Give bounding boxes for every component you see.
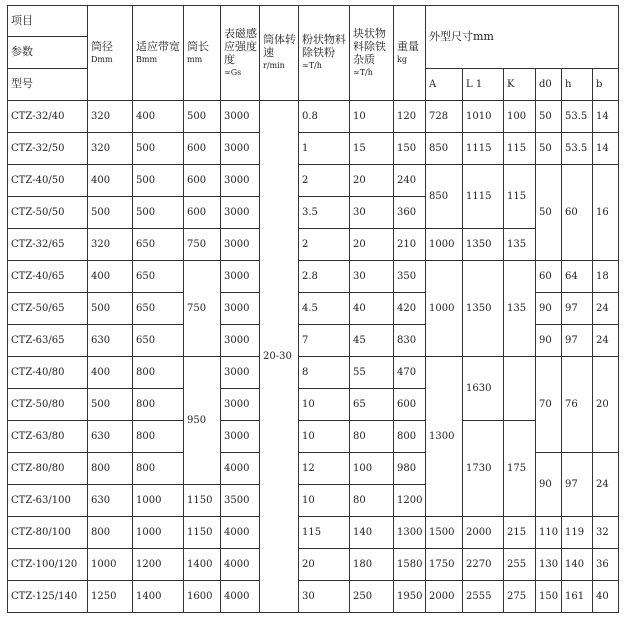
cell-h: 161 bbox=[562, 581, 593, 613]
cell-L1: 1010 bbox=[463, 101, 504, 133]
cell-K: 100 bbox=[504, 101, 536, 133]
cell-weight: 1300 bbox=[394, 517, 426, 549]
header-sub-L1: L 1 bbox=[463, 69, 504, 101]
cell-model: CTZ-100/120 bbox=[8, 549, 88, 581]
cell-b: 14 bbox=[593, 133, 619, 165]
cell-drum-dia: 1250 bbox=[88, 581, 133, 613]
cell-A: 2000 bbox=[426, 581, 463, 613]
spec-table bbox=[7, 5, 619, 613]
cell-A-merged: 1300 bbox=[426, 357, 463, 517]
cell-belt-width: 500 bbox=[133, 133, 184, 165]
cell-lump: 140 bbox=[350, 517, 394, 549]
cell-field: 3000 bbox=[221, 101, 260, 133]
cell-speed-merged: 20-30 bbox=[260, 101, 299, 613]
cell-drum-dia: 630 bbox=[88, 325, 133, 357]
cell-weight: 360 bbox=[394, 197, 426, 229]
cell-b: 24 bbox=[593, 293, 619, 325]
cell-d0-merged: 50 bbox=[536, 165, 562, 261]
cell-K-merged: 135 bbox=[504, 261, 536, 357]
cell-drum-len-merged: 750 bbox=[184, 261, 221, 357]
cell-field: 3500 bbox=[221, 485, 260, 517]
cell-belt-width: 1000 bbox=[133, 517, 184, 549]
cell-b: 36 bbox=[593, 549, 619, 581]
cell-field: 3000 bbox=[221, 133, 260, 165]
header-lump: 块状物料除铁杂质 ≈T/h bbox=[350, 6, 394, 101]
cell-powder: 3.5 bbox=[299, 197, 350, 229]
cell-A-merged: 1000 bbox=[426, 261, 463, 357]
cell-powder: 10 bbox=[299, 389, 350, 421]
header-sub-b: b bbox=[593, 69, 619, 101]
cell-d0: 90 bbox=[536, 325, 562, 357]
cell-d0: 50 bbox=[536, 101, 562, 133]
cell-h: 97 bbox=[562, 293, 593, 325]
cell-belt-width: 650 bbox=[133, 261, 184, 293]
cell-h: 53.5 bbox=[562, 133, 593, 165]
cell-field: 3000 bbox=[221, 293, 260, 325]
cell-lump: 100 bbox=[350, 453, 394, 485]
cell-belt-width: 800 bbox=[133, 453, 184, 485]
table-row bbox=[8, 261, 619, 293]
cell-lump: 40 bbox=[350, 293, 394, 325]
cell-drum-len: 1400 bbox=[184, 549, 221, 581]
cell-K-merged: 175 bbox=[504, 421, 536, 517]
cell-powder: 7 bbox=[299, 325, 350, 357]
cell-drum-dia: 500 bbox=[88, 389, 133, 421]
cell-b: 32 bbox=[593, 517, 619, 549]
cell-powder: 20 bbox=[299, 549, 350, 581]
cell-model: CTZ-63/100 bbox=[8, 485, 88, 517]
cell-belt-width: 650 bbox=[133, 229, 184, 261]
cell-belt-width: 650 bbox=[133, 293, 184, 325]
cell-model: CTZ-50/65 bbox=[8, 293, 88, 325]
table-row bbox=[8, 517, 619, 549]
cell-L1: 1350 bbox=[463, 229, 504, 261]
cell-weight: 420 bbox=[394, 293, 426, 325]
cell-belt-width: 650 bbox=[133, 325, 184, 357]
cell-K-merged: 115 bbox=[504, 165, 536, 229]
cell-model: CTZ-40/65 bbox=[8, 261, 88, 293]
cell-weight: 350 bbox=[394, 261, 426, 293]
cell-lump: 80 bbox=[350, 421, 394, 453]
cell-field: 4000 bbox=[221, 581, 260, 613]
cell-model: CTZ-40/80 bbox=[8, 357, 88, 389]
cell-field: 4000 bbox=[221, 549, 260, 581]
cell-weight: 470 bbox=[394, 357, 426, 389]
cell-belt-width: 1200 bbox=[133, 549, 184, 581]
cell-drum-dia: 320 bbox=[88, 101, 133, 133]
cell-lump: 10 bbox=[350, 101, 394, 133]
cell-drum-len: 600 bbox=[184, 133, 221, 165]
cell-A: 1500 bbox=[426, 517, 463, 549]
cell-drum-dia: 800 bbox=[88, 453, 133, 485]
cell-L1-merged: 1350 bbox=[463, 261, 504, 357]
cell-L1: 1115 bbox=[463, 133, 504, 165]
cell-drum-len: 600 bbox=[184, 197, 221, 229]
cell-lump: 80 bbox=[350, 485, 394, 517]
cell-weight: 1200 bbox=[394, 485, 426, 517]
cell-powder: 2.8 bbox=[299, 261, 350, 293]
cell-drum-dia: 400 bbox=[88, 165, 133, 197]
header-model: 型号 bbox=[8, 69, 88, 101]
cell-powder: 1 bbox=[299, 133, 350, 165]
cell-b: 14 bbox=[593, 101, 619, 133]
cell-L1: 2270 bbox=[463, 549, 504, 581]
cell-drum-len: 500 bbox=[184, 101, 221, 133]
cell-powder: 115 bbox=[299, 517, 350, 549]
cell-h: 64 bbox=[562, 261, 593, 293]
cell-L1-merged: 1730 bbox=[463, 421, 504, 517]
cell-L1-merged: 1630 bbox=[463, 357, 504, 421]
cell-b-merged: 24 bbox=[593, 453, 619, 517]
cell-A-merged: 850 bbox=[426, 165, 463, 229]
cell-model: CTZ-40/50 bbox=[8, 165, 88, 197]
cell-d0: 150 bbox=[536, 581, 562, 613]
header-speed: 筒体转速 r/min bbox=[260, 6, 299, 101]
cell-model: CTZ-50/80 bbox=[8, 389, 88, 421]
cell-h-merged: 97 bbox=[562, 453, 593, 517]
cell-L1: 2000 bbox=[463, 517, 504, 549]
cell-model: CTZ-125/140 bbox=[8, 581, 88, 613]
header-sub-A: A bbox=[426, 69, 463, 101]
cell-drum-len: 750 bbox=[184, 229, 221, 261]
header-drum-len: 筒长mm bbox=[184, 6, 221, 101]
header-weight: 重量 kg bbox=[394, 6, 426, 101]
header-sub-d0: d0 bbox=[536, 69, 562, 101]
cell-weight: 1580 bbox=[394, 549, 426, 581]
cell-powder: 10 bbox=[299, 485, 350, 517]
cell-A: 728 bbox=[426, 101, 463, 133]
cell-A: 1000 bbox=[426, 229, 463, 261]
cell-weight: 980 bbox=[394, 453, 426, 485]
cell-weight: 830 bbox=[394, 325, 426, 357]
cell-lump: 20 bbox=[350, 165, 394, 197]
header-powder: 粉状物料除铁粉 ≈T/h bbox=[299, 6, 350, 101]
cell-b-merged: 20 bbox=[593, 357, 619, 453]
cell-belt-width: 1000 bbox=[133, 485, 184, 517]
cell-field: 4000 bbox=[221, 453, 260, 485]
cell-weight: 600 bbox=[394, 389, 426, 421]
cell-lump: 30 bbox=[350, 197, 394, 229]
cell-weight: 800 bbox=[394, 421, 426, 453]
cell-powder: 0.8 bbox=[299, 101, 350, 133]
cell-K: 255 bbox=[504, 549, 536, 581]
cell-h-merged: 76 bbox=[562, 357, 593, 453]
cell-drum-dia: 630 bbox=[88, 485, 133, 517]
table-row bbox=[8, 549, 619, 581]
cell-d0: 60 bbox=[536, 261, 562, 293]
cell-powder: 2 bbox=[299, 229, 350, 261]
header-sub-K: K bbox=[504, 69, 536, 101]
cell-K: 215 bbox=[504, 517, 536, 549]
header-dims: 外型尺寸mm bbox=[426, 6, 619, 69]
table-row bbox=[8, 133, 619, 165]
cell-drum-dia: 500 bbox=[88, 293, 133, 325]
cell-powder: 10 bbox=[299, 421, 350, 453]
cell-belt-width: 1400 bbox=[133, 581, 184, 613]
cell-lump: 20 bbox=[350, 229, 394, 261]
cell-field: 3000 bbox=[221, 261, 260, 293]
cell-d0: 50 bbox=[536, 133, 562, 165]
cell-field: 3000 bbox=[221, 325, 260, 357]
cell-belt-width: 800 bbox=[133, 389, 184, 421]
cell-h: 119 bbox=[562, 517, 593, 549]
cell-powder: 2 bbox=[299, 165, 350, 197]
cell-weight: 210 bbox=[394, 229, 426, 261]
cell-h: 97 bbox=[562, 325, 593, 357]
cell-model: CTZ-32/40 bbox=[8, 101, 88, 133]
cell-drum-dia: 400 bbox=[88, 357, 133, 389]
cell-field: 3000 bbox=[221, 197, 260, 229]
cell-field: 3000 bbox=[221, 165, 260, 197]
cell-h-merged: 60 bbox=[562, 165, 593, 261]
cell-weight: 150 bbox=[394, 133, 426, 165]
cell-weight: 120 bbox=[394, 101, 426, 133]
cell-L1-merged: 1115 bbox=[463, 165, 504, 229]
cell-lump: 15 bbox=[350, 133, 394, 165]
cell-weight: 240 bbox=[394, 165, 426, 197]
cell-model: CTZ-80/100 bbox=[8, 517, 88, 549]
cell-drum-len: 600 bbox=[184, 165, 221, 197]
cell-K: 135 bbox=[504, 229, 536, 261]
cell-K: 275 bbox=[504, 581, 536, 613]
cell-d0: 90 bbox=[536, 293, 562, 325]
cell-d0-merged: 90 bbox=[536, 453, 562, 517]
cell-belt-width: 800 bbox=[133, 421, 184, 453]
cell-powder: 4.5 bbox=[299, 293, 350, 325]
header-param: 参数 bbox=[8, 37, 88, 69]
cell-drum-len: 1600 bbox=[184, 581, 221, 613]
cell-belt-width: 400 bbox=[133, 101, 184, 133]
table-row bbox=[8, 165, 619, 197]
cell-powder: 12 bbox=[299, 453, 350, 485]
cell-drum-dia: 320 bbox=[88, 133, 133, 165]
cell-powder: 30 bbox=[299, 581, 350, 613]
cell-model: CTZ-32/65 bbox=[8, 229, 88, 261]
cell-belt-width: 500 bbox=[133, 165, 184, 197]
cell-drum-len-merged: 950 bbox=[184, 357, 221, 485]
cell-drum-dia: 500 bbox=[88, 197, 133, 229]
cell-model: CTZ-63/65 bbox=[8, 325, 88, 357]
cell-model: CTZ-32/50 bbox=[8, 133, 88, 165]
cell-drum-dia: 800 bbox=[88, 517, 133, 549]
cell-belt-width: 500 bbox=[133, 197, 184, 229]
table-row bbox=[8, 421, 619, 453]
cell-d0-merged: 70 bbox=[536, 357, 562, 453]
cell-lump: 65 bbox=[350, 389, 394, 421]
cell-powder: 8 bbox=[299, 357, 350, 389]
cell-b: 40 bbox=[593, 581, 619, 613]
table-row bbox=[8, 357, 619, 389]
cell-drum-dia: 630 bbox=[88, 421, 133, 453]
cell-model: CTZ-80/80 bbox=[8, 453, 88, 485]
cell-drum-len: 1150 bbox=[184, 517, 221, 549]
cell-field: 4000 bbox=[221, 517, 260, 549]
table-row bbox=[8, 101, 619, 133]
cell-drum-dia: 400 bbox=[88, 261, 133, 293]
table-row bbox=[8, 581, 619, 613]
cell-lump: 45 bbox=[350, 325, 394, 357]
cell-K-empty bbox=[504, 357, 536, 421]
cell-field: 3000 bbox=[221, 229, 260, 261]
cell-d0: 130 bbox=[536, 549, 562, 581]
cell-h: 53.5 bbox=[562, 101, 593, 133]
cell-drum-len: 1150 bbox=[184, 485, 221, 517]
cell-K: 115 bbox=[504, 133, 536, 165]
cell-lump: 55 bbox=[350, 357, 394, 389]
cell-b: 24 bbox=[593, 325, 619, 357]
header-belt-width: 适应带宽 Bmm bbox=[133, 6, 184, 101]
table-row bbox=[8, 229, 619, 261]
cell-field: 3000 bbox=[221, 389, 260, 421]
cell-belt-width: 800 bbox=[133, 357, 184, 389]
cell-drum-dia: 320 bbox=[88, 229, 133, 261]
cell-b: 18 bbox=[593, 261, 619, 293]
cell-b-merged: 16 bbox=[593, 165, 619, 261]
cell-A: 850 bbox=[426, 133, 463, 165]
cell-field: 3000 bbox=[221, 357, 260, 389]
header-row-1 bbox=[8, 6, 619, 37]
cell-weight: 1950 bbox=[394, 581, 426, 613]
cell-drum-dia: 1000 bbox=[88, 549, 133, 581]
cell-lump: 180 bbox=[350, 549, 394, 581]
cell-L1: 2555 bbox=[463, 581, 504, 613]
cell-model: CTZ-63/80 bbox=[8, 421, 88, 453]
header-sub-h: h bbox=[562, 69, 593, 101]
cell-lump: 30 bbox=[350, 261, 394, 293]
header-drum-dia: 筒径 Dmm bbox=[88, 6, 133, 101]
cell-A: 1750 bbox=[426, 549, 463, 581]
cell-lump: 250 bbox=[350, 581, 394, 613]
cell-model: CTZ-50/50 bbox=[8, 197, 88, 229]
header-item: 项目 bbox=[8, 6, 88, 37]
cell-d0: 110 bbox=[536, 517, 562, 549]
cell-h: 140 bbox=[562, 549, 593, 581]
header-field: 表磁感应强度度 ≈Gs bbox=[221, 6, 260, 101]
cell-field: 3000 bbox=[221, 421, 260, 453]
